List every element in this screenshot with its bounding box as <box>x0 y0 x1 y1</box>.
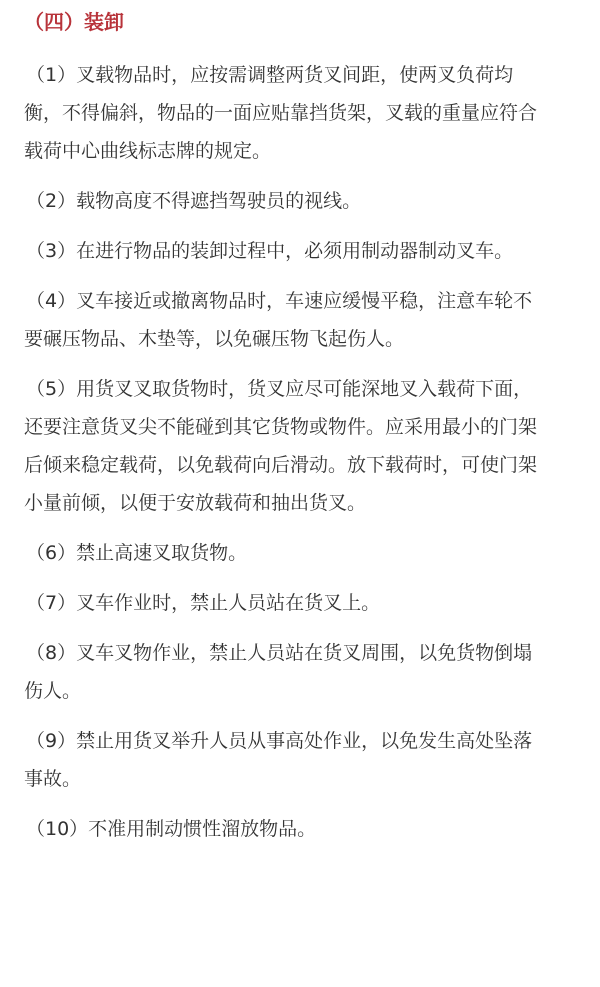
rule-item-line: 要碾压物品、木垫等，以免碾压物飞起伤人。 <box>24 328 405 350</box>
rule-item-line: （7）叉车作业时，禁止人员站在货叉上。 <box>26 592 381 614</box>
rule-item-line: （6）禁止高速叉取货物。 <box>26 542 248 564</box>
rule-item-line: 衡，不得偏斜，物品的一面应贴靠挡货架，叉载的重量应符合 <box>24 102 538 124</box>
rule-item-line: （10）不准用制动惯性溜放物品。 <box>26 818 317 840</box>
rule-item <box>24 534 576 572</box>
rule-item-line: 载荷中心曲线标志牌的规定。 <box>24 140 272 162</box>
rule-item-line: （4）叉车接近或撤离物品时，车速应缓慢平稳，注意车轮不 <box>26 290 533 312</box>
rule-item-line: （5）用货叉叉取货物时，货叉应尽可能深地叉入载荷下面， <box>26 378 533 400</box>
rule-item <box>24 182 576 220</box>
rule-item-line: 事故。 <box>24 768 82 790</box>
rule-item <box>24 584 576 622</box>
rule-item-line: （9）禁止用货叉举升人员从事高处作业，以免发生高处坠落 <box>26 730 533 752</box>
rule-item <box>24 634 576 710</box>
rule-item-line: （3）在进行物品的装卸过程中，必须用制动器制动叉车。 <box>26 240 514 262</box>
rule-item <box>24 370 576 522</box>
rule-item-line: （8）叉车叉物作业，禁止人员站在货叉周围，以免货物倒塌 <box>26 642 533 664</box>
rule-item <box>24 722 576 798</box>
rule-item-line: 还要注意货叉尖不能碰到其它货物或物件。应采用最小的门架 <box>24 416 538 438</box>
rule-item-line: 伤人。 <box>24 680 82 702</box>
rule-item <box>24 810 576 848</box>
rule-item <box>24 56 576 170</box>
rule-item-line: 后倾来稳定载荷，以免载荷向后滑动。放下载荷时，可使门架 <box>24 454 538 476</box>
rule-item <box>24 232 576 270</box>
rule-item-line: （1）叉载物品时，应按需调整两货叉间距，使两叉负荷均 <box>26 64 514 86</box>
section-title: （四）装卸 <box>24 10 124 34</box>
rule-item-line: 小量前倾，以便于安放载荷和抽出货叉。 <box>24 492 367 514</box>
rule-item <box>24 282 576 358</box>
rule-list <box>24 56 576 848</box>
rule-item-line: （2）载物高度不得遮挡驾驶员的视线。 <box>26 190 362 212</box>
